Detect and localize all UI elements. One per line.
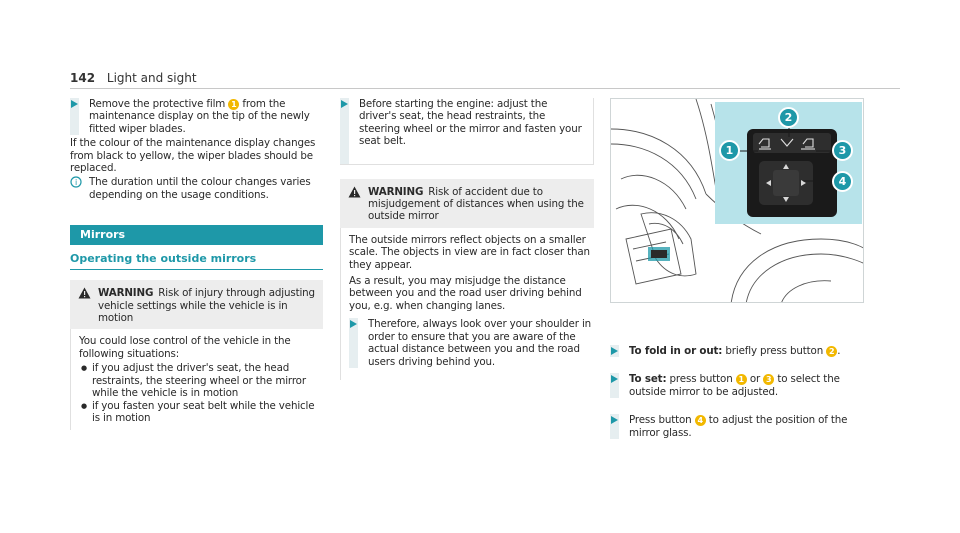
step-arrow-icon [70, 99, 79, 109]
step-arrow-icon [349, 319, 358, 329]
step-text: Before starting the engine: adjust the driver's seat, the head restraints, the steering wheel or the mirror and fasten your seat belt. [359, 98, 582, 148]
callout-4: 4 [832, 171, 853, 192]
warning-header [340, 179, 594, 228]
callout-badge: 1 [228, 99, 239, 110]
step-adjust-glass [610, 414, 865, 439]
warning-body [70, 329, 323, 430]
step-text: Therefore, always look over your shoulder in order to ensure that you are aware of the actual distance between you and the road users driving behind you. [368, 318, 592, 368]
note-text: The duration until the colour changes varies depending on the usage conditions. [89, 176, 311, 201]
step-arrow-icon [610, 415, 619, 425]
warning-triangle-icon [348, 186, 361, 198]
list-item: ● if you adjust the driver's seat, the head restraints, the steering wheel or the mirror while the vehicle is in motion [79, 362, 323, 399]
warning-body [340, 228, 594, 380]
step-text: briefly press button [722, 345, 827, 357]
page-number: 142 [70, 71, 96, 85]
step-before-starting [340, 98, 594, 165]
warning-header [70, 280, 323, 329]
step-text: from the maintenance display on the tip of the newly fitted wiper blades. [89, 98, 310, 135]
warning-box-accident [340, 179, 594, 380]
warning-head-text: Risk of accident due to misjudgement of distances when using the outside mirror [368, 185, 584, 223]
step-label: To set: [629, 373, 667, 386]
door-panel-drawing [611, 99, 864, 303]
callout-badge: 3 [763, 374, 774, 385]
callout-2: 2 [778, 107, 799, 128]
step-label: To fold in or out: [629, 345, 723, 357]
paragraph-colour-change: If the colour of the maintenance display changes from black to yellow, the wiper blades should be replaced. [70, 137, 316, 175]
mirror-controls-illustration [610, 98, 864, 303]
warning-box-injury [70, 280, 323, 430]
step-arrow-icon [340, 99, 349, 109]
warning-triangle-icon [78, 287, 91, 299]
list-item: ● if you fasten your seat belt while the vehicle is in motion [79, 400, 323, 425]
warning-paragraph: The outside mirrors reflect objects on a smaller scale. The objects in view are in fact closer than they appear. [349, 233, 590, 271]
step-text: to adjust the position of the mirror glass. [629, 414, 848, 439]
section-title: Mirrors [70, 225, 323, 245]
warning-title: WARNING [368, 185, 424, 198]
step-text: Remove the protective film [89, 98, 229, 110]
step-fold-mirror [610, 345, 865, 357]
section-name: Light and sight [106, 71, 197, 85]
callout-3: 3 [832, 140, 853, 161]
svg-text:i: i [74, 178, 78, 188]
column-2 [340, 98, 594, 380]
column-1 [70, 98, 323, 430]
step-text: press button [666, 373, 736, 386]
warning-title: WARNING [98, 287, 154, 300]
header-divider [70, 88, 900, 89]
info-icon [70, 176, 82, 188]
note-duration [70, 176, 323, 201]
step-text: or [746, 373, 764, 386]
warning-body-text: You could lose control of the vehicle in the following situations: [79, 335, 291, 360]
warning-step [349, 318, 594, 368]
step-arrow-icon [610, 374, 619, 384]
callout-1: 1 [719, 140, 740, 161]
step-select-mirror [610, 373, 865, 398]
step-text: . [837, 345, 841, 357]
subsection-title: Operating the outside mirrors [70, 252, 323, 270]
callout-badge: 1 [736, 374, 747, 385]
step-text: to select the outside mirror to be adjusted. [629, 373, 840, 398]
warning-bullets [79, 362, 323, 424]
step-arrow-icon [610, 346, 619, 356]
callout-badge: 4 [695, 415, 706, 426]
callout-badge: 2 [826, 346, 837, 357]
warning-paragraph: As a result, you may misjudge the distance between you and the road user driving behind you, e.g. when changing lanes. [349, 275, 582, 312]
step-remove-film [70, 98, 323, 135]
page-header [70, 71, 197, 85]
step-text: Press button [629, 414, 695, 427]
column-3 [610, 98, 865, 439]
warning-head-text: Risk of injury through adjusting vehicle settings while the vehicle is in motion [98, 287, 315, 325]
